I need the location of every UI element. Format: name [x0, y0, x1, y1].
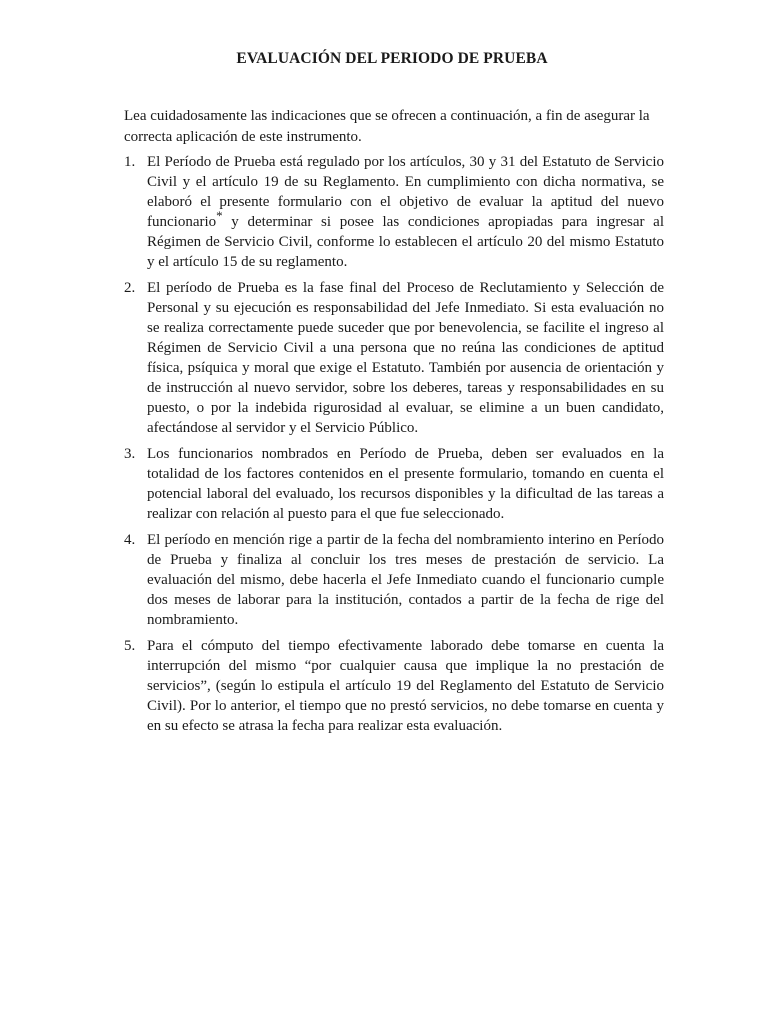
list-item-number: 3.: [124, 446, 136, 462]
instructions-list: [124, 152, 664, 742]
intro-paragraph: Lea cuidadosamente las indicaciones que se ofrecen a continuación, a fin de asegurar la correcta aplicación de este instrumento.: [124, 108, 650, 145]
list-item-text: Para el cómputo del tiempo efectivamente laborado debe tomarse en cuenta la interrupción del mismo “por cualquier causa que implique la no prestación de servicios”, (según lo estipula el artículo 19 del Reglamento del Estatuto de Servicio Civil). Por lo anterior, el tiempo que no prestó servicios, no debe tomarse en cuenta y en su efecto se atrasa la fecha para realizar esta evaluación.: [147, 638, 664, 734]
list-item-text: El Período de Prueba está regulado por los artículos, 30 y 31 del Estatuto de Servicio Civil y el artículo 19 de su Reglamento. En cumplimiento con dicha normativa, se elaboró el presente formulario con el objetivo de evaluar la aptitud del nuevo funcionario: [147, 154, 664, 230]
list-item: [124, 278, 664, 438]
list-item-text: El período de Prueba es la fase final del Proceso de Reclutamiento y Selección de Personal y su ejecución es responsabilidad del Jefe Inmediato. Si esta evaluación no se realiza correctamente puede suceder que por benevolencia, se facilite el ingreso al Régimen de Servicio Civil a una persona que no reúna las condiciones de aptitud física, psíquica y moral que exige el Estatuto. También por ausencia de orientación y de instrucción al nuevo servidor, sobre los deberes, tareas y responsabilidades en su puesto, o por la indebida rigurosidad al evaluar, se elimine a un buen candidato, afectándose al servidor y el Servicio Público.: [147, 280, 664, 436]
list-item-number: 1.: [124, 154, 136, 170]
list-item-text-continued: y determinar si posee las condiciones apropiadas para ingresar al Régimen de Servicio Civil, conforme lo establecen el artículo 20 del mismo Estatuto y el artículo 15 de su reglamento.: [147, 214, 664, 270]
list-item: [124, 530, 664, 630]
list-item-text: Los funcionarios nombrados en Período de Prueba, deben ser evaluados en la totalidad de los factores contenidos en el presente formulario, tomando en cuenta el potencial laboral del evaluado, los recursos disponibles y la dificultad de las tareas a realizar con relación al puesto para el que fue seleccionado.: [147, 446, 664, 522]
list-item-number: 2.: [124, 280, 136, 296]
list-item-number: 4.: [124, 532, 136, 548]
list-item: [124, 444, 664, 524]
list-item: [124, 152, 664, 272]
list-item: [124, 636, 664, 736]
document-title: EVALUACIÓN DEL PERIODO DE PRUEBA: [236, 50, 548, 67]
list-item-number: 5.: [124, 638, 136, 654]
list-item-text: El período en mención rige a partir de la fecha del nombramiento interino en Período de Prueba y finaliza al concluir los tres meses de prestación de servicio. La evaluación del mismo, debe hacerla el Jefe Inmediato cuando el funcionario cumple dos meses de laborar para la institución, contados a partir de la fecha de rige del nombramiento.: [147, 532, 664, 628]
footnote-mark: *: [216, 208, 223, 223]
